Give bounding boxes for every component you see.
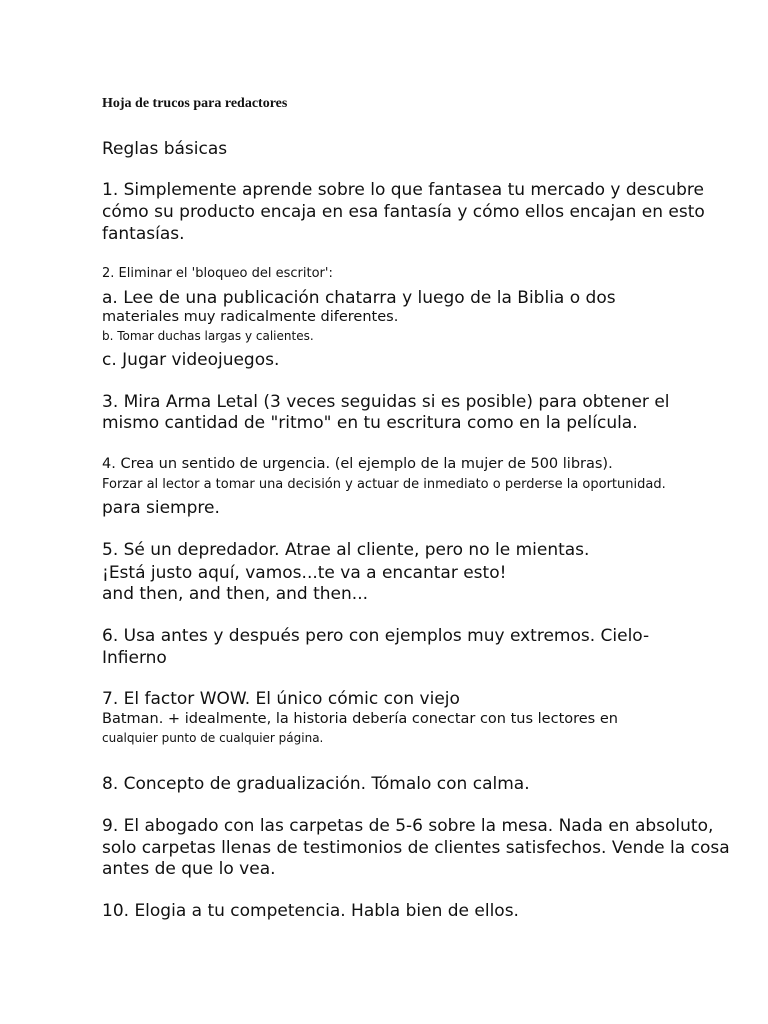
rule-1-line-3: fantasías. bbox=[102, 224, 185, 244]
rule-9-line-1: 9. El abogado con las carpetas de 5-6 sobre la mesa. Nada en absoluto, bbox=[102, 816, 714, 836]
rule-7-line-2: Batman. + idealmente, la historia debería conectar con tus lectores en bbox=[102, 711, 618, 727]
rule-7-line-3: cualquier punto de cualquier página. bbox=[102, 731, 324, 745]
rule-2-intro: 2. Eliminar el 'bloqueo del escritor': bbox=[102, 266, 333, 281]
rule-3-line-2: mismo cantidad de "ritmo" en tu escritura como en la película. bbox=[102, 413, 638, 433]
rule-9-line-2: solo carpetas llenas de testimonios de clientes satisfechos. Vende la cosa bbox=[102, 838, 730, 858]
rule-5-line-2: ¡Está justo aquí, vamos...te va a encantar esto! bbox=[102, 563, 507, 583]
rule-2b: b. Tomar duchas largas y calientes. bbox=[102, 329, 314, 343]
rule-4-line-3: para siempre. bbox=[102, 498, 220, 518]
rule-1-line-2: cómo su producto encaja en esa fantasía y cómo ellos encajan en esto bbox=[102, 202, 705, 222]
rule-2a-line-2: materiales muy radicalmente diferentes. bbox=[102, 309, 399, 325]
rule-7-line-1: 7. El factor WOW. El único cómic con viejo bbox=[102, 689, 460, 709]
rule-4-line-1: 4. Crea un sentido de urgencia. (el ejemplo de la mujer de 500 libras). bbox=[102, 456, 613, 472]
rule-6-line-1: 6. Usa antes y después pero con ejemplos muy extremos. Cielo- bbox=[102, 626, 650, 646]
rule-10: 10. Elogia a tu competencia. Habla bien de ellos. bbox=[102, 901, 519, 921]
rule-4-line-2: Forzar al lector a tomar una decisión y actuar de inmediato o perderse la oportunidad. bbox=[102, 477, 666, 492]
rule-1-line-1: 1. Simplemente aprende sobre lo que fantasea tu mercado y descubre bbox=[102, 180, 704, 200]
section-heading: Reglas básicas bbox=[102, 139, 228, 159]
rule-8: 8. Concepto de gradualización. Tómalo con calma. bbox=[102, 774, 530, 794]
rule-3-line-1: 3. Mira Arma Letal (3 veces seguidas si es posible) para obtener el bbox=[102, 392, 670, 412]
rule-2a-line-1: a. Lee de una publicación chatarra y luego de la Biblia o dos bbox=[102, 288, 616, 308]
rule-2c: c. Jugar videojuegos. bbox=[102, 350, 280, 370]
rule-6-line-2: Infierno bbox=[102, 648, 167, 668]
rule-9-line-3: antes de que lo vea. bbox=[102, 859, 276, 879]
rule-5-line-3: and then, and then, and then... bbox=[102, 584, 369, 604]
rule-5-line-1: 5. Sé un depredador. Atrae al cliente, pero no le mientas. bbox=[102, 540, 590, 560]
document-title: Hoja de trucos para redactores bbox=[102, 96, 288, 111]
